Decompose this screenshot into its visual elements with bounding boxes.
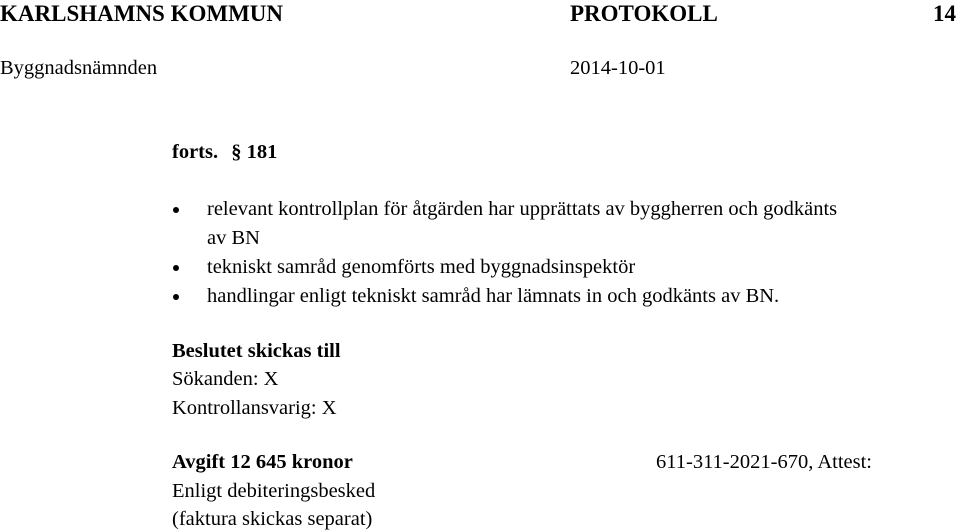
recipients-heading: Beslutet skickas till	[172, 340, 341, 362]
bullet-item-1-line-2: av BN	[207, 227, 260, 249]
fee-note-line-2: (faktura skickas separat)	[172, 508, 373, 530]
fee-note-line-1: Enligt debiteringsbesked	[172, 480, 376, 502]
recipient-line-applicant: Sökanden: X	[172, 368, 279, 390]
section-continuation	[172, 142, 277, 163]
meeting-date: 2014-10-01	[570, 57, 666, 79]
section-sign: §	[231, 141, 242, 163]
organization-name: KARLSHAMNS KOMMUN	[0, 1, 284, 26]
page-number: 14	[933, 1, 956, 26]
bullet-dot	[173, 207, 179, 213]
bullet-dot	[173, 265, 179, 271]
section-number: 181	[246, 141, 278, 163]
bullet-item-3: handlingar enligt tekniskt samråd har lämnats in och godkänts av BN.	[207, 285, 780, 307]
recipient-line-inspector: Kontrollansvarig: X	[172, 397, 337, 419]
bullet-dot	[173, 294, 179, 300]
fee-account: 611-311-2021-670, Attest:	[656, 451, 872, 473]
document-type: PROTOKOLL	[570, 1, 718, 26]
bullet-item-2: tekniskt samråd genomförts med byggnadsinspektör	[207, 256, 636, 278]
fee-heading: Avgift 12 645 kronor	[172, 451, 353, 473]
bullet-item-1-line-1: relevant kontrollplan för åtgärden har upprättats av byggherren och godkänts	[207, 198, 838, 220]
committee-name: Byggnadsnämnden	[0, 57, 158, 79]
continuation-prefix: forts.	[172, 141, 219, 163]
